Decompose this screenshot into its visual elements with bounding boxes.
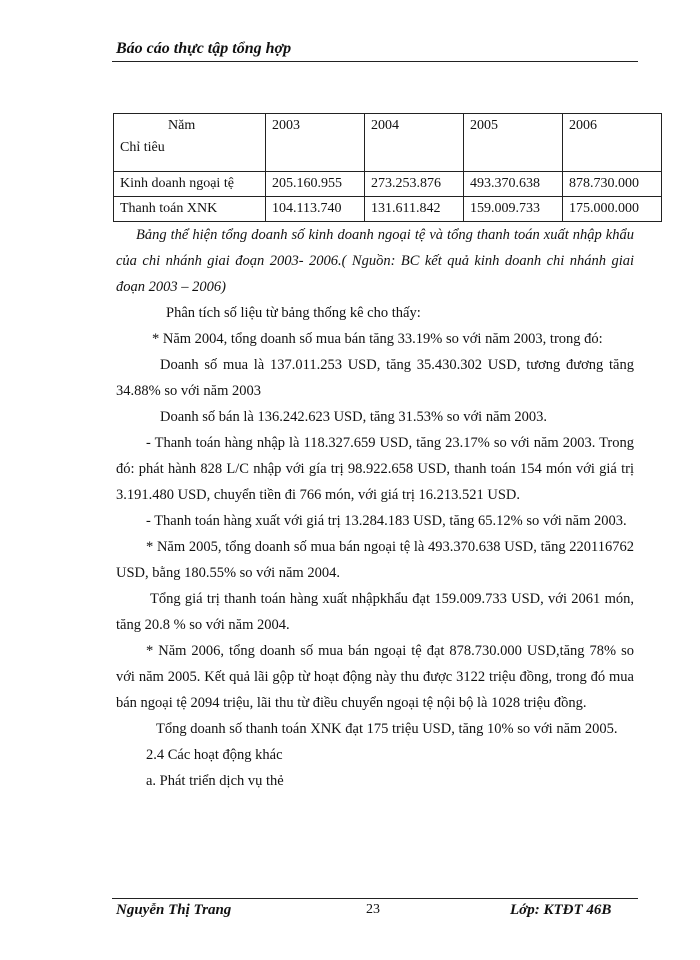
year-header-cell: 2006: [563, 114, 662, 172]
value-cell: 131.611.842: [365, 197, 464, 222]
header-rule: [112, 61, 638, 62]
year-header-cell: 2004: [365, 114, 464, 172]
value-cell: 104.113.740: [266, 197, 365, 222]
paragraph: Doanh số bán là 136.242.623 USD, tăng 31.53% so với năm 2003.: [160, 409, 548, 425]
subsection-heading: a. Phát triển dịch vụ thẻ: [146, 773, 284, 789]
page-header-title: Báo cáo thực tập tổng hợp: [116, 40, 292, 57]
value-cell: 273.253.876: [365, 172, 464, 197]
paragraph: * Năm 2006, tổng doanh số mua bán ngoại tệ đạt 878.730.000 USD,tăng 78% so với năm 2005. Kết quả lãi gộp từ hoạt động này thu được 3122 triệu đồng, trong đó mua bán ngoại tệ 2094 triệu, lãi thu từ điều chuyển ngoại tệ nội bộ là 1028 triệu đồng.: [116, 643, 634, 711]
footer-rule: [112, 898, 638, 899]
paragraph: - Thanh toán hàng nhập là 118.327.659 USD, tăng 23.17% so với năm 2003. Trong đó: phát hành 828 L/C nhập với gía trị 98.922.658 USD, thanh toán 154 món với giá trị 3.191.480 USD, chuyển tiền đi 766 món, với giá trị 16.213.521 USD.: [116, 435, 634, 503]
value-cell: 175.000.000: [563, 197, 662, 222]
section-heading: 2.4 Các hoạt động khác: [146, 747, 283, 763]
header-year-label: Năm: [168, 118, 196, 133]
paragraph: Tổng giá trị thanh toán hàng xuất nhậpkhẩu đạt 159.009.733 USD, với 2061 món, tăng 20.8 % so với năm 2004.: [116, 591, 634, 633]
year-header-cell: 2005: [464, 114, 563, 172]
value-cell: 205.160.955: [266, 172, 365, 197]
table-header-row: [114, 114, 662, 172]
header-indicator-label: Chỉ tiêu: [120, 140, 165, 155]
year-header-cell: 2003: [266, 114, 365, 172]
body-text: [116, 222, 634, 794]
paragraph: * Năm 2004, tổng doanh số mua bán tăng 33.19% so với năm 2003, trong đó:: [152, 331, 603, 347]
row-label-cell: Kinh doanh ngoại tệ: [114, 172, 266, 197]
value-cell: 493.370.638: [464, 172, 563, 197]
table-caption: Bảng thể hiện tổng doanh số kinh doanh ngoại tệ và tổng thanh toán xuất nhập khẩu của chi nhánh giai đoạn 2003- 2006.( Nguồn: BC kết quả kinh doanh chi nhánh giai đoạn 2003 – 2006): [116, 227, 634, 295]
paragraph: - Thanh toán hàng xuất với giá trị 13.284.183 USD, tăng 65.12% so với năm 2003.: [146, 513, 627, 529]
paragraph: * Năm 2005, tổng doanh số mua bán ngoại tệ là 493.370.638 USD, tăng 220116762 USD, bằng 180.55% so với năm 2004.: [116, 539, 634, 581]
table-corner-cell: [114, 114, 266, 172]
table-row: [114, 197, 662, 222]
statistics-table: [113, 113, 662, 222]
value-cell: 878.730.000: [563, 172, 662, 197]
paragraph: Tổng doanh số thanh toán XNK đạt 175 triệu USD, tăng 10% so với năm 2005.: [156, 721, 618, 737]
page-number: 23: [366, 902, 380, 917]
paragraph: Doanh số mua là 137.011.253 USD, tăng 35.430.302 USD, tương đương tăng 34.88% so với năm 2003: [116, 357, 634, 399]
row-label-cell: Thanh toán XNK: [114, 197, 266, 222]
value-cell: 159.009.733: [464, 197, 563, 222]
paragraph: Phân tích số liệu từ bảng thống kê cho thấy:: [166, 305, 421, 321]
table-row: [114, 172, 662, 197]
footer-author: Nguyễn Thị Trang: [116, 902, 232, 918]
footer-class: Lớp: KTĐT 46B: [510, 902, 612, 918]
